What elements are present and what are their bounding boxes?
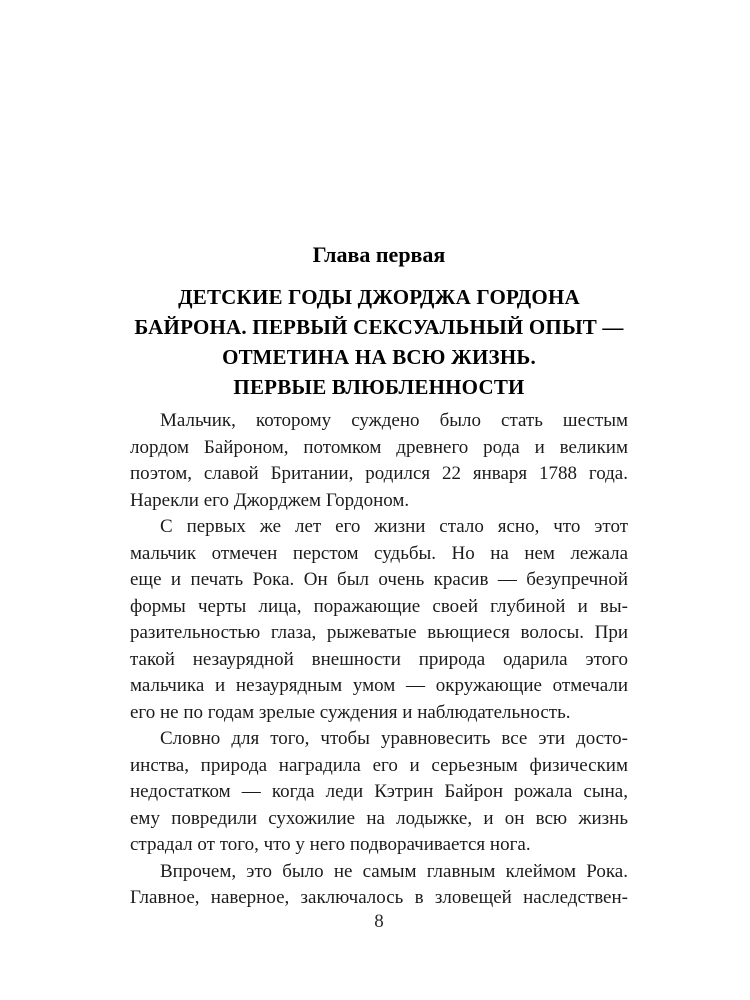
text-line: формы черты лица, поражающие своей глубиной и вы- [130,595,628,617]
text-line: лордом Байроном, потомком древнего рода и великим [130,436,628,458]
text-line: разительностью глаза, рыжеватые вьющиеся волосы. При [130,622,628,643]
page-content [130,242,628,912]
text-line: Нарекли его Джорджем Гордоном. [130,489,410,511]
text-line: Словно для того, чтобы уравновесить все эти досто- [160,728,628,749]
text-line: его не по годам зрелые суждения и наблюдательность. [130,701,571,723]
text-line: мальчик отмечен перстом судьбы. Но на нем лежала [130,542,628,564]
body-text [130,408,628,912]
text-line: Мальчик, которому суждено было стать шестым [160,410,628,431]
text-line: Главное, наверное, заключалось в зловещей наследствен- [130,887,628,908]
text-line: такой незаурядной внешности природа одарила этого [130,648,628,670]
text-line: еще и печать Рока. Он был очень красив — безупречной [130,569,628,590]
chapter-label: Глава первая [312,242,446,267]
text-line: поэтом, славой Британии, родился 22 января 1788 года. [130,463,628,484]
text-line: С первых же лет его жизни стало ясно, что этот [160,516,628,537]
paragraph [130,408,628,514]
paragraph [130,726,628,859]
text-line: ему повредили сухожилие на лодыжке, и он всю жизнь [130,807,628,829]
chapter-title-line: БАЙРОНА. ПЕРВЫЙ СЕКСУАЛЬНЫЙ ОПЫТ — [134,315,624,339]
text-line: Впрочем, это было не самым главным клеймом Рока. [160,860,628,882]
chapter-title [130,282,628,402]
paragraph [130,514,628,726]
text-line: недостатком — когда леди Кэтрин Байрон рожала сына, [130,781,628,802]
page-number: 8 [374,911,384,932]
paragraph [130,859,628,912]
chapter-title-line: ДЕТСКИЕ ГОДЫ ДЖОРДЖА ГОРДОНА [178,285,580,309]
text-line: страдал от того, что у него подворачивается нога. [130,834,531,855]
text-line: мальчика и незаурядным умом — окружающие отмечали [130,675,628,696]
text-line: инства, природа наградила его и серьезным физическим [130,754,628,776]
chapter-title-line: ПЕРВЫЕ ВЛЮБЛЕННОСТИ [233,375,525,399]
chapter-title-line: ОТМЕТИНА НА ВСЮ ЖИЗНЬ. [222,345,536,369]
